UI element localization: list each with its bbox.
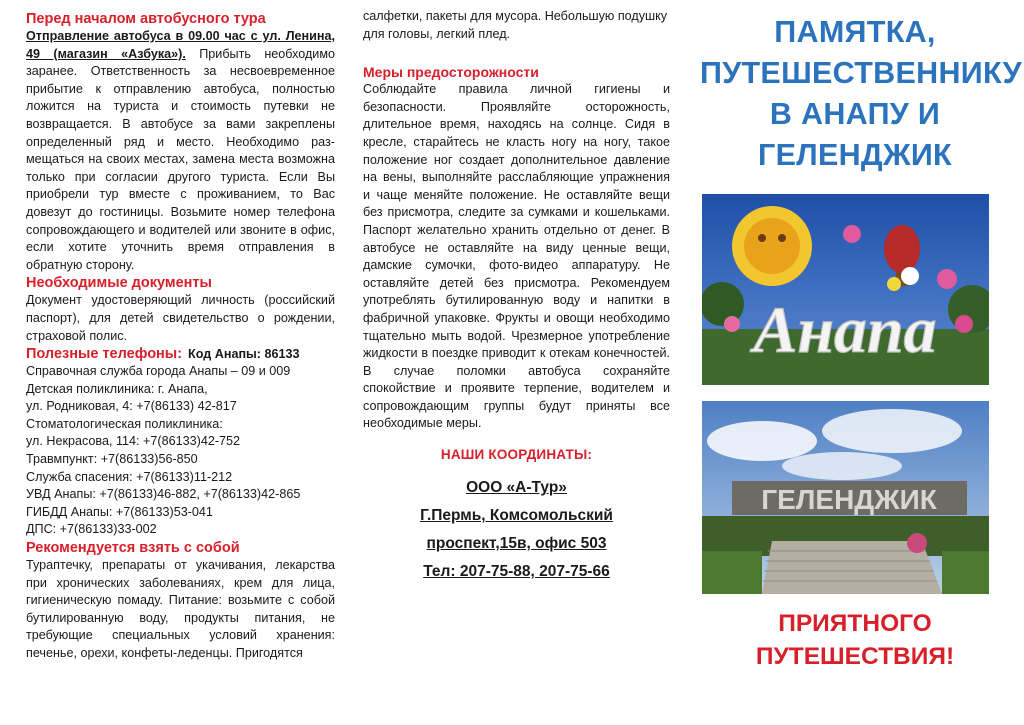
wish-line: ПУТЕШЕСТВИЯ! (755, 643, 955, 670)
sun-flower-sculpture (732, 206, 812, 286)
phone-line: ул. Некрасова, 114: +7(86133)42-752 (26, 434, 241, 449)
wish-line: ПРИЯТНОГО (778, 610, 932, 637)
coords-heading: НАШИ КООРДИНАТЫ: (440, 447, 593, 463)
phone-line: ГИБДД Анапы: +7(86133)53-041 (26, 504, 213, 519)
title-line: ПАМЯТКА, (774, 15, 936, 49)
address-line-2: проспект,15в, офис 503 (426, 535, 607, 553)
gelendzhik-photo (702, 401, 989, 594)
title-line: ПУТЕШЕСТВЕННИКУ (700, 56, 1022, 90)
take-with-text: Тураптечку, препараты от укачивания, лекарства при хронических заболеваниях, крем для лица, гигиеническую помаду. Питание: возьмите с собой бутилированную воду, продукты питания, не требующие специальных условий хранения: печенье, орехи, конфеты-леденцы. Пригодятся (26, 558, 335, 660)
phone-line: Справочная служба города Анапы – 09 и 009 (26, 364, 291, 379)
take-with-heading: Рекомендуется взять с собой (26, 540, 240, 557)
middle-column (363, 8, 670, 586)
phone-line: Травмпункт: +7(86133)56-850 (26, 452, 198, 467)
phone-line: ул. Родниковая, 4: +7(86133) 42-817 (26, 399, 237, 414)
phone-line: ДПС: +7(86133)33-002 (26, 522, 157, 537)
wish-text (700, 607, 1010, 673)
continued-text: салфетки, пакеты для мусора. Небольшую подушку для головы, легкий плед. (363, 9, 668, 41)
phones-heading: Полезные телефоны: (26, 346, 183, 363)
contact-block (363, 474, 670, 586)
title-line: ГЕЛЕНДЖИК (758, 138, 952, 172)
phone-line: Служба спасения: +7(86133)11-212 (26, 469, 233, 484)
phone-line: Стоматологическая поликлиника: (26, 416, 223, 431)
precautions-heading: Меры предосторожности (363, 64, 539, 81)
documents-heading: Необходимые документы (26, 275, 212, 292)
company-name: ООО «А-Тур» (466, 479, 567, 497)
title-line: В АНАПУ И (769, 97, 941, 131)
documents-text: Документ удостоверяющий личность (российский паспорт), для детей свидетельство о рождении, страховой полис. (26, 293, 335, 343)
anapa-sign: Анапа (753, 294, 937, 367)
phone-line: УВД Анапы: +7(86133)46-882, +7(86133)42-865 (26, 487, 301, 502)
address-line-1: Г.Пермь, Комсомольский (420, 507, 613, 525)
phone-line: Детская поликлиника: г. Анапа, (26, 381, 208, 396)
left-column (26, 10, 335, 663)
phones-list (26, 363, 335, 539)
balloon-sculpture (884, 225, 920, 291)
precautions-text: Соблюдайте правила личной гигиены и безопасности. Проявляйте осторожность, длительное время, находясь на солнце. Сидя в кресле, старайтесь не класть ногу на ногу, такое положение ног создает дополнительное давление на вены, выполняйте расслабляющие упражнения и чаще меняйте положение. Не оставляйте вещи без присмотра, следите за сумками и кошельками. Паспорт желательно хранить отдельно от денег. В автобусе не оставляйте на виду ценные вещи, дамские сумочки, фото-видео аппаратуру. Не оставляйте детей без присмотра. Рекомендуем употреблять бутилированную воду и напитки в фабричной упаковке. Фрукты и овощи необходимо тщательно мыть водой. Чрезмерное употребление жидкости в поездке приводит к отекам конечностей. В случае поломки автобуса сохраняйте спокойствие и проявите терпение, водителем и сопровождающим группы будут приняты все необходимые меры. (363, 82, 670, 431)
phones-header (26, 345, 335, 363)
gelendzhik-sign: ГЕЛЕНДЖИК (761, 484, 937, 515)
phone-numbers: Тел: 207-75-88, 207-75-66 (423, 563, 610, 581)
departure-info: Отправление автобуса в 09.00 час с ул. Ленина, 49 (магазин «Азбука»). (26, 29, 335, 61)
brochure-title (700, 12, 1022, 176)
before-tour-text (26, 28, 335, 274)
before-tour-body: Прибыть необходимо заранее. Ответственность за несвоевременное прибытие к отправлению автобуса, полностью ложится на туриста и стоимость путевки не возвращается. В автобусе за вами закреплены определенный ряд и место. Необходимо раз-мещаться на своих местах, замена места возможна только при согласии другого туриста. Если Вы приобрели тур вместе с проживанием, то Вас довезут до гостиницы. Возьмите номер телефона сопровождающего и водителей или звоните в офис, если хотите уточнить время отправления в обратную сторону. (26, 46, 335, 272)
anapa-photo (702, 194, 989, 385)
phone-code: Код Анапы: 86133 (188, 347, 300, 362)
before-tour-heading: Перед началом автобусного тура (26, 11, 266, 27)
